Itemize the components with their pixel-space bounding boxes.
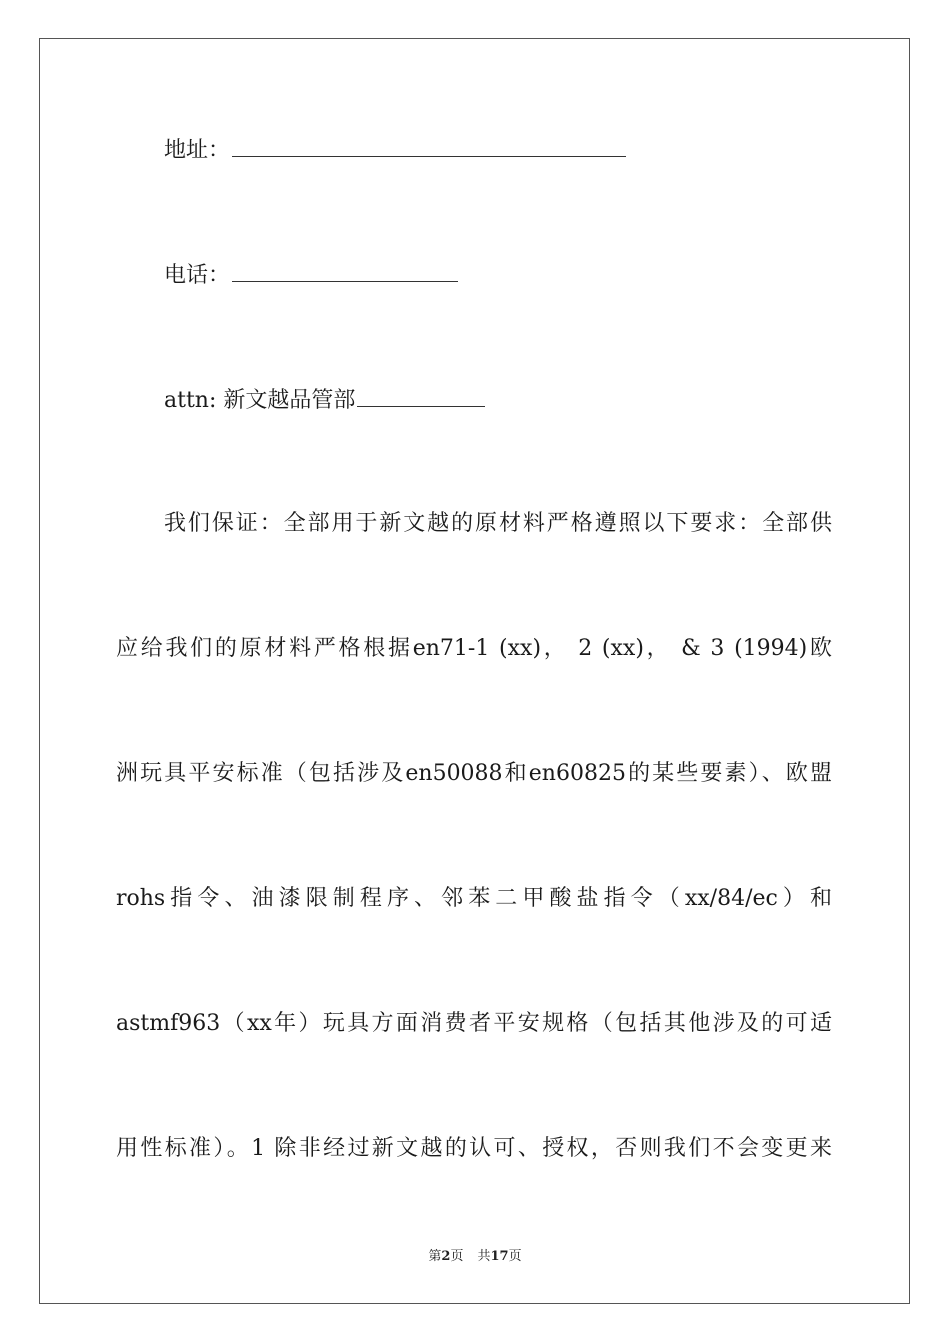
total-pages: 17 <box>490 1249 509 1264</box>
attn-row <box>164 384 832 416</box>
phone-label: 电话： <box>164 263 231 288</box>
address-row <box>164 134 832 166</box>
phone-field[interactable] <box>232 259 458 282</box>
body-line-1: 我们保证：全部用于新文越的原材料严格遵照以下要求：全部供 <box>164 511 832 536</box>
page-suffix: 页 <box>450 1249 464 1264</box>
body-line-5: astmf963（xx年）玩具方面消费者平安规格（包括其他涉及的可适 <box>116 1011 832 1036</box>
phone-row <box>164 259 832 291</box>
address-label: 地址： <box>164 138 231 163</box>
body-line-3: 洲玩具平安标准（包括涉及en50088和en60825的某些要素）、欧盟 <box>116 761 832 786</box>
body-line-2: 应给我们的原材料严格根据en71-1 (xx)， 2 (xx)， & 3 (1994)欧 <box>116 636 832 661</box>
attn-label: attn: 新文越品管部 <box>164 388 356 413</box>
total-suffix: 页 <box>508 1249 522 1264</box>
address-field[interactable] <box>232 134 626 157</box>
attn-field[interactable] <box>357 384 485 407</box>
body-line-4: rohs指令、油漆限制程序、邻苯二甲酸盐指令（xx/84/ec）和 <box>116 886 832 911</box>
body-line-6: 用性标准）。1 除非经过新文越的认可、授权，否则我们不会变更来 <box>116 1136 832 1161</box>
total-prefix: 共 <box>477 1249 491 1264</box>
page-number: 2 <box>441 1249 451 1264</box>
page-prefix: 第 <box>428 1249 442 1264</box>
page-footer <box>0 1247 950 1267</box>
page-border <box>39 38 910 1304</box>
